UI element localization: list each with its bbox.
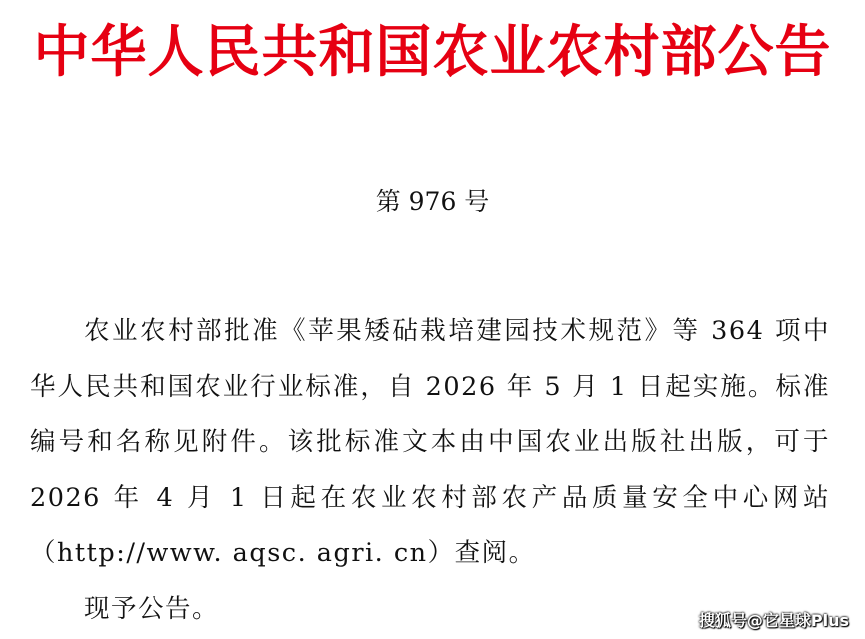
announcement-number: 第 976 号 — [375, 187, 490, 216]
document-title: 中华人民共和国农业农村部公告 — [33, 19, 832, 85]
body-paragraph: 农业农村部批准《苹果矮砧栽培建园技术规范》等 364 项中华人民共和国农业行业标准，自 2026 年 5 月 1 日起实施。标准编号和名称见附件。该批标准文本由中国农业出版社出版，可于 2026 年 4 月 1 日起在农业农村部农产品质量安全中心网站（http://www. aqsc. agri. cn）查阅。 — [30, 316, 830, 568]
announcement-body — [30, 304, 830, 637]
closing-line: 现予公告。 — [84, 593, 220, 624]
source-watermark: 搜狐号@它星球Plus — [698, 611, 849, 630]
